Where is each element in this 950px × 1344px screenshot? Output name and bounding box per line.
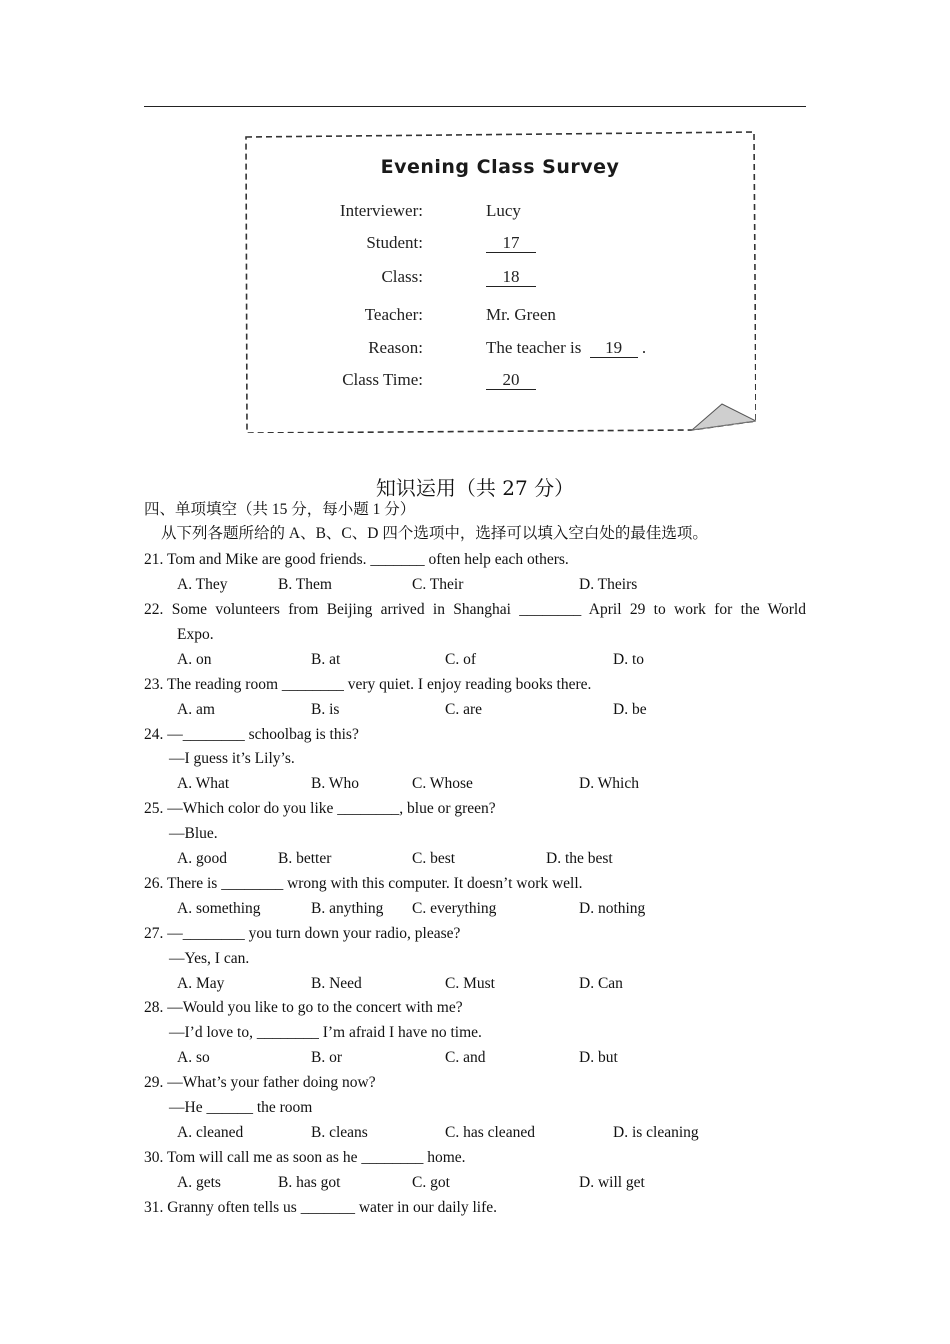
- option-d[interactable]: D. Can: [579, 975, 623, 992]
- question-stem-cont: Expo.: [177, 626, 214, 643]
- option-a[interactable]: A. something: [177, 900, 261, 917]
- survey-row-class-time: [244, 370, 756, 396]
- question-reply: —Blue.: [169, 825, 218, 842]
- survey-row-class: [244, 267, 756, 293]
- option-b[interactable]: B. Who: [311, 775, 359, 792]
- option-c[interactable]: C. of: [445, 651, 476, 668]
- question-stem: 24. —________ schoolbag is this?: [144, 726, 359, 743]
- header-rule: [144, 106, 806, 107]
- option-d[interactable]: D. Which: [579, 775, 639, 792]
- option-b[interactable]: B. Them: [278, 576, 332, 593]
- question-stem: 21. Tom and Mike are good friends. _______ often help each others.: [144, 551, 569, 568]
- option-b[interactable]: B. cleans: [311, 1124, 368, 1141]
- survey-blank: 19: [590, 339, 638, 358]
- question-stem: 25. —Which color do you like ________, blue or green?: [144, 800, 496, 817]
- option-c[interactable]: C. everything: [412, 900, 497, 917]
- option-c[interactable]: C. and: [445, 1049, 486, 1066]
- survey-label: Class:: [381, 267, 423, 286]
- option-c[interactable]: C. Must: [445, 975, 495, 992]
- option-d[interactable]: D. to: [613, 651, 644, 668]
- question-stem: 29. —What’s your father doing now?: [144, 1074, 376, 1091]
- option-b[interactable]: B. Need: [311, 975, 362, 992]
- question-stem: 28. —Would you like to go to the concert with me?: [144, 999, 463, 1016]
- option-a[interactable]: A. May: [177, 975, 225, 992]
- survey-row-student: [244, 233, 756, 259]
- question-stem: 31. Granny often tells us _______ water in our daily life.: [144, 1199, 497, 1216]
- option-b[interactable]: B. or: [311, 1049, 342, 1066]
- survey-row-teacher: [244, 305, 756, 331]
- option-d[interactable]: D. nothing: [579, 900, 646, 917]
- question-reply: —Yes, I can.: [169, 950, 250, 967]
- survey-value: Lucy: [486, 201, 521, 220]
- question-stem: 30. Tom will call me as soon as he ________ home.: [144, 1149, 466, 1166]
- option-a[interactable]: A. cleaned: [177, 1124, 244, 1141]
- option-a[interactable]: A. am: [177, 701, 215, 718]
- survey-row-reason: [244, 338, 756, 364]
- option-a[interactable]: A. They: [177, 576, 228, 593]
- survey-label: Class Time:: [342, 370, 423, 389]
- option-a[interactable]: A. What: [177, 775, 230, 792]
- option-b[interactable]: B. is: [311, 701, 340, 718]
- option-d[interactable]: D. is cleaning: [613, 1124, 699, 1141]
- section-title: 知识运用（共 27 分）: [375, 476, 575, 500]
- option-b[interactable]: B. at: [311, 651, 341, 668]
- question-reply: —I guess it’s Lily’s.: [169, 750, 295, 767]
- part-heading: 四、单项填空（共 15 分，每小题 1 分）: [144, 501, 416, 518]
- option-a[interactable]: A. gets: [177, 1174, 221, 1191]
- survey-card: [244, 131, 756, 433]
- option-a[interactable]: A. on: [177, 651, 212, 668]
- option-d[interactable]: D. be: [613, 701, 647, 718]
- survey-label: Interviewer:: [339, 201, 423, 220]
- survey-row-interviewer: [244, 201, 756, 227]
- option-c[interactable]: C. best: [412, 850, 456, 867]
- survey-title: Evening Class Survey: [380, 156, 620, 178]
- option-d[interactable]: D. but: [579, 1049, 618, 1066]
- question-stem: 23. The reading room ________ very quiet. I enjoy reading books there.: [144, 676, 592, 693]
- option-c[interactable]: C. are: [445, 701, 483, 718]
- survey-value: Mr. Green: [486, 305, 556, 324]
- option-c[interactable]: C. has cleaned: [445, 1124, 535, 1141]
- option-b[interactable]: B. anything: [311, 900, 384, 917]
- option-c[interactable]: C. Whose: [412, 775, 473, 792]
- survey-blank: 17: [486, 234, 536, 253]
- survey-blank: 18: [486, 268, 536, 287]
- option-c[interactable]: C. got: [412, 1174, 450, 1191]
- option-b[interactable]: B. has got: [278, 1174, 341, 1191]
- option-b[interactable]: B. better: [278, 850, 332, 867]
- survey-label: Reason:: [368, 338, 423, 357]
- survey-reason-prefix: The teacher is: [486, 338, 582, 357]
- survey-label: Student:: [366, 233, 423, 252]
- option-d[interactable]: D. Theirs: [579, 576, 638, 593]
- option-d[interactable]: D. the best: [546, 850, 613, 867]
- question-stem: 22. Some volunteers from Beijing arrived in Shanghai ________ April 29 to work for the World: [144, 601, 806, 618]
- option-d[interactable]: D. will get: [579, 1174, 645, 1191]
- question-stem: 26. There is ________ wrong with this computer. It doesn’t work well.: [144, 875, 583, 892]
- survey-reason-suffix: .: [641, 338, 647, 357]
- option-a[interactable]: A. good: [177, 850, 227, 867]
- question-reply: —I’d love to, ________ I’m afraid I have no time.: [169, 1024, 482, 1041]
- question-reply: —He ______ the room: [169, 1099, 313, 1116]
- instruction: 从下列各题所给的 A、B、C、D 四个选项中，选择可以填入空白处的最佳选项。: [161, 525, 708, 542]
- survey-blank: 20: [486, 371, 536, 390]
- question-stem: 27. —________ you turn down your radio, please?: [144, 925, 461, 942]
- option-a[interactable]: A. so: [177, 1049, 210, 1066]
- survey-label: Teacher:: [364, 305, 423, 324]
- option-c[interactable]: C. Their: [412, 576, 464, 593]
